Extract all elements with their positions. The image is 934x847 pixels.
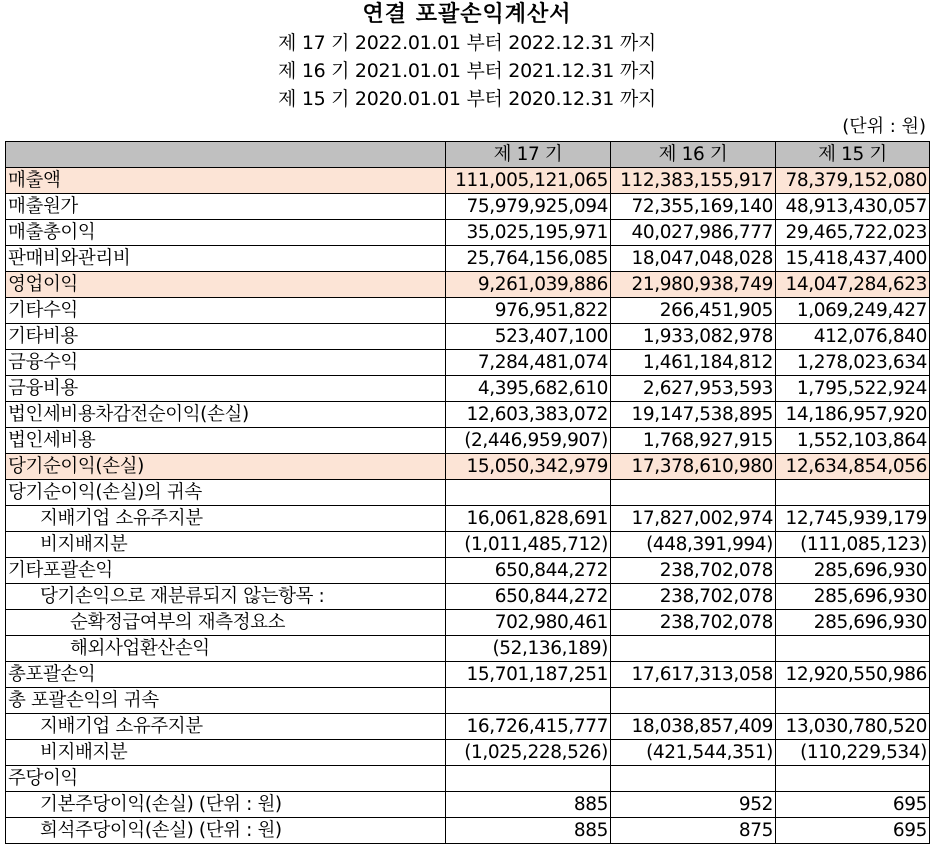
table-row xyxy=(6,818,930,844)
value-period-15: 14,047,284,623 xyxy=(776,272,930,298)
value-period-17 xyxy=(446,766,611,792)
table-row xyxy=(6,272,930,298)
value-period-16: 17,617,313,058 xyxy=(611,662,776,688)
column-header-label xyxy=(6,142,446,168)
value-period-15: 29,465,722,023 xyxy=(776,220,930,246)
row-label: 총 포괄손익의 귀속 xyxy=(6,688,446,714)
table-row xyxy=(6,584,930,610)
value-period-15: 695 xyxy=(776,792,930,818)
value-period-17: 35,025,195,971 xyxy=(446,220,611,246)
value-period-17: 885 xyxy=(446,818,611,844)
value-period-16 xyxy=(611,480,776,506)
value-period-17: 12,603,383,072 xyxy=(446,402,611,428)
table-row xyxy=(6,454,930,480)
table-row xyxy=(6,740,930,766)
row-label: 당기순이익(손실) xyxy=(6,454,446,480)
row-label: 순확정급여부의 재측정요소 xyxy=(6,610,446,636)
value-period-17: (2,446,959,907) xyxy=(446,428,611,454)
row-label: 금융비용 xyxy=(6,376,446,402)
value-period-17: 7,284,481,074 xyxy=(446,350,611,376)
row-label: 기본주당이익(손실) (단위 : 원) xyxy=(6,792,446,818)
row-label: 판매비와관리비 xyxy=(6,246,446,272)
value-period-15: 1,552,103,864 xyxy=(776,428,930,454)
value-period-15: 412,076,840 xyxy=(776,324,930,350)
value-period-17: 9,261,039,886 xyxy=(446,272,611,298)
table-row xyxy=(6,402,930,428)
table-row xyxy=(6,766,930,792)
column-header-period-17: 제 17 기 xyxy=(446,142,611,168)
table-header-row xyxy=(6,142,930,168)
value-period-16: 72,355,169,140 xyxy=(611,194,776,220)
value-period-16 xyxy=(611,688,776,714)
row-label: 지배기업 소유주지분 xyxy=(6,506,446,532)
value-period-16: 112,383,155,917 xyxy=(611,168,776,194)
unit-label: (단위 : 원) xyxy=(842,116,926,137)
value-period-15 xyxy=(776,636,930,662)
value-period-17: 976,951,822 xyxy=(446,298,611,324)
table-row xyxy=(6,428,930,454)
period-line-17: 제 17 기 2022.01.01 부터 2022.12.31 까지 xyxy=(278,32,656,54)
value-period-15: 12,634,854,056 xyxy=(776,454,930,480)
table-row xyxy=(6,376,930,402)
row-label: 영업이익 xyxy=(6,272,446,298)
value-period-17: 15,050,342,979 xyxy=(446,454,611,480)
value-period-16: 1,461,184,812 xyxy=(611,350,776,376)
value-period-17: 650,844,272 xyxy=(446,584,611,610)
table-row xyxy=(6,662,930,688)
value-period-17: (1,011,485,712) xyxy=(446,532,611,558)
value-period-16: 40,027,986,777 xyxy=(611,220,776,246)
row-label: 지배기업 소유주지분 xyxy=(6,714,446,740)
value-period-16 xyxy=(611,766,776,792)
value-period-16 xyxy=(611,636,776,662)
table-row xyxy=(6,610,930,636)
value-period-16: 952 xyxy=(611,792,776,818)
table-row xyxy=(6,688,930,714)
column-header-period-15: 제 15 기 xyxy=(776,142,930,168)
value-period-17: (52,136,189) xyxy=(446,636,611,662)
table-row xyxy=(6,194,930,220)
value-period-16: 18,038,857,409 xyxy=(611,714,776,740)
row-label: 비지배지분 xyxy=(6,532,446,558)
income-statement-table xyxy=(5,141,930,844)
table-row xyxy=(6,246,930,272)
value-period-17 xyxy=(446,480,611,506)
value-period-17: 702,980,461 xyxy=(446,610,611,636)
value-period-17: 15,701,187,251 xyxy=(446,662,611,688)
value-period-16: 19,147,538,895 xyxy=(611,402,776,428)
value-period-15: 12,920,550,986 xyxy=(776,662,930,688)
value-period-15: 15,418,437,400 xyxy=(776,246,930,272)
value-period-17: 885 xyxy=(446,792,611,818)
column-header-period-16: 제 16 기 xyxy=(611,142,776,168)
table-row xyxy=(6,636,930,662)
value-period-17: 523,407,100 xyxy=(446,324,611,350)
row-label: 기타비용 xyxy=(6,324,446,350)
value-period-16: 266,451,905 xyxy=(611,298,776,324)
value-period-17: 650,844,272 xyxy=(446,558,611,584)
row-label: 주당이익 xyxy=(6,766,446,792)
row-label: 매출총이익 xyxy=(6,220,446,246)
table-row xyxy=(6,480,930,506)
row-label: 매출액 xyxy=(6,168,446,194)
value-period-15: 13,030,780,520 xyxy=(776,714,930,740)
value-period-16: 17,827,002,974 xyxy=(611,506,776,532)
period-line-16: 제 16 기 2021.01.01 부터 2021.12.31 까지 xyxy=(278,60,656,82)
table-row xyxy=(6,220,930,246)
row-label: 기타수익 xyxy=(6,298,446,324)
row-label: 당기순이익(손실)의 귀속 xyxy=(6,480,446,506)
table-row xyxy=(6,168,930,194)
value-period-16: (421,544,351) xyxy=(611,740,776,766)
value-period-16: 21,980,938,749 xyxy=(611,272,776,298)
value-period-15: 285,696,930 xyxy=(776,558,930,584)
value-period-16: 1,933,082,978 xyxy=(611,324,776,350)
row-label: 희석주당이익(손실) (단위 : 원) xyxy=(6,818,446,844)
value-period-15: 1,278,023,634 xyxy=(776,350,930,376)
value-period-15: (110,229,534) xyxy=(776,740,930,766)
value-period-17: 75,979,925,094 xyxy=(446,194,611,220)
value-period-15: 285,696,930 xyxy=(776,584,930,610)
row-label: 매출원가 xyxy=(6,194,446,220)
document-title: 연결 포괄손익계산서 xyxy=(362,2,572,27)
row-label: 해외사업환산손익 xyxy=(6,636,446,662)
value-period-16: 238,702,078 xyxy=(611,558,776,584)
value-period-16: 238,702,078 xyxy=(611,584,776,610)
table-row xyxy=(6,558,930,584)
value-period-17 xyxy=(446,688,611,714)
value-period-17: 4,395,682,610 xyxy=(446,376,611,402)
row-label: 법인세비용차감전순이익(손실) xyxy=(6,402,446,428)
value-period-17: (1,025,228,526) xyxy=(446,740,611,766)
value-period-16: 238,702,078 xyxy=(611,610,776,636)
table-row xyxy=(6,714,930,740)
table-row xyxy=(6,792,930,818)
value-period-15: 1,795,522,924 xyxy=(776,376,930,402)
value-period-17: 25,764,156,085 xyxy=(446,246,611,272)
value-period-15 xyxy=(776,688,930,714)
value-period-16: 2,627,953,593 xyxy=(611,376,776,402)
value-period-16: 18,047,048,028 xyxy=(611,246,776,272)
table-row xyxy=(6,298,930,324)
table-row xyxy=(6,506,930,532)
table-row xyxy=(6,350,930,376)
value-period-16: 875 xyxy=(611,818,776,844)
period-line-15: 제 15 기 2020.01.01 부터 2020.12.31 까지 xyxy=(278,88,656,110)
value-period-15: 695 xyxy=(776,818,930,844)
table-row xyxy=(6,324,930,350)
value-period-16: 1,768,927,915 xyxy=(611,428,776,454)
value-period-15: 14,186,957,920 xyxy=(776,402,930,428)
value-period-15 xyxy=(776,480,930,506)
table-row xyxy=(6,532,930,558)
value-period-15: 78,379,152,080 xyxy=(776,168,930,194)
value-period-15: 1,069,249,427 xyxy=(776,298,930,324)
row-label: 법인세비용 xyxy=(6,428,446,454)
value-period-15: 285,696,930 xyxy=(776,610,930,636)
value-period-16: (448,391,994) xyxy=(611,532,776,558)
row-label: 금융수익 xyxy=(6,350,446,376)
value-period-17: 16,726,415,777 xyxy=(446,714,611,740)
value-period-15 xyxy=(776,766,930,792)
row-label: 비지배지분 xyxy=(6,740,446,766)
value-period-17: 16,061,828,691 xyxy=(446,506,611,532)
row-label: 당기손익으로 재분류되지 않는항목 : xyxy=(6,584,446,610)
value-period-15: (111,085,123) xyxy=(776,532,930,558)
value-period-15: 12,745,939,179 xyxy=(776,506,930,532)
row-label: 기타포괄손익 xyxy=(6,558,446,584)
value-period-16: 17,378,610,980 xyxy=(611,454,776,480)
value-period-17: 111,005,121,065 xyxy=(446,168,611,194)
row-label: 총포괄손익 xyxy=(6,662,446,688)
value-period-15: 48,913,430,057 xyxy=(776,194,930,220)
